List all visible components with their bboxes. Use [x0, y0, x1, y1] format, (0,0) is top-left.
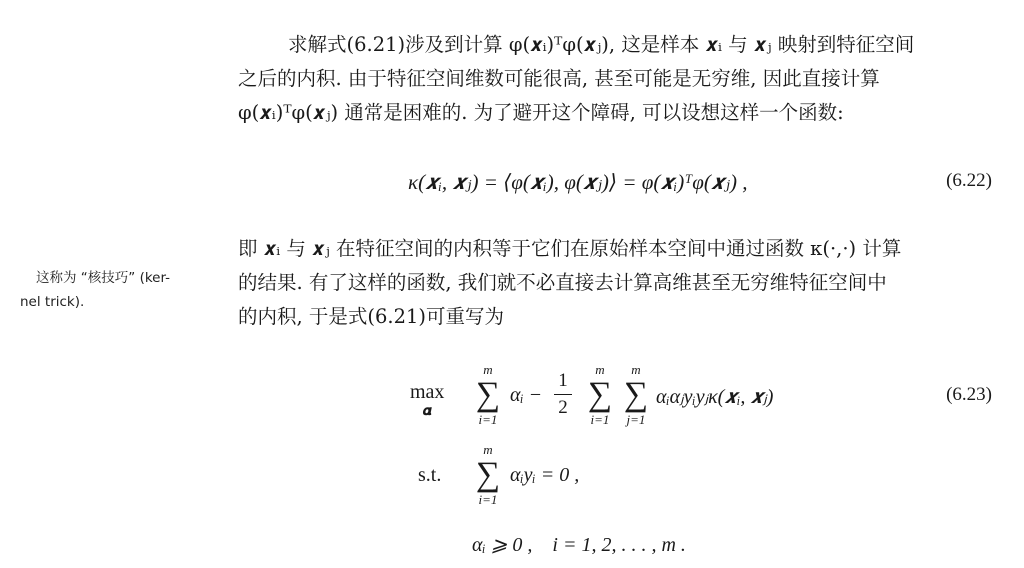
paragraph-1-line-2: 之后的内积. 由于特征空间维数可能很高, 甚至可能是无穷维, 因此直接计算: [238, 67, 880, 90]
sum-i-2-symbol: ∑: [587, 376, 613, 413]
sum-i-2-lower: i=1: [590, 412, 610, 427]
max-subscript: 𝜶: [422, 404, 432, 419]
paragraph-1: [238, 28, 998, 130]
sum-i-1: [470, 362, 506, 428]
max-operator: [410, 382, 444, 422]
paragraph-2: [238, 232, 998, 334]
sum-i-2-upper: m: [595, 362, 605, 377]
equation-6-22-formula: κ(𝒙ᵢ, 𝒙ⱼ) = ⟨φ(𝒙ᵢ), φ(𝒙ⱼ)⟩ = φ(𝒙ᵢ)ᵀφ(𝒙ⱼ) ,: [408, 170, 748, 194]
paragraph-2-line-1: 即 𝒙ᵢ 与 𝒙ⱼ 在特征空间的内积等于它们在原始样本空间中通过函数 κ(·,·) 计算: [238, 237, 902, 260]
fraction-bar: [554, 394, 572, 395]
equation-6-23-number: (6.23): [946, 384, 992, 405]
fraction-numerator: 1: [558, 370, 568, 391]
sum-i-2: [582, 362, 618, 428]
equation-6-22-number: (6.22): [946, 170, 992, 191]
sum-i-1-upper: m: [483, 362, 493, 377]
sum-constraint-lower: i=1: [478, 492, 498, 507]
margin-note-line-2: nel trick).: [20, 294, 85, 310]
term-kernel: αᵢαⱼyᵢyⱼκ(𝒙ᵢ, 𝒙ⱼ): [656, 386, 774, 408]
margin-note: [20, 266, 230, 314]
paragraph-1-line-1: 求解式(6.21)涉及到计算 φ(𝒙ᵢ)ᵀφ(𝒙ⱼ), 这是样本 𝒙ᵢ 与 𝒙ⱼ 映射到特征空间: [288, 33, 915, 56]
sum-j-lower: j=1: [626, 412, 646, 427]
sum-j-upper: m: [631, 362, 641, 377]
paragraph-2-line-3: 的内积, 于是式(6.21)可重写为: [238, 305, 505, 328]
constraint-equality: αᵢyᵢ = 0 ,: [510, 464, 580, 486]
sum-j: [618, 362, 654, 428]
sum-i-1-symbol: ∑: [475, 376, 501, 413]
sum-i-1-lower: i=1: [478, 412, 498, 427]
paragraph-1-line-3: φ(𝒙ᵢ)ᵀφ(𝒙ⱼ) 通常是困难的. 为了避开这个障碍, 可以设想这样一个函数:: [238, 101, 844, 124]
fraction-one-half: [554, 370, 572, 419]
subject-to-label: s.t.: [418, 464, 442, 486]
sum-constraint: [470, 442, 506, 508]
max-label: max: [410, 381, 445, 403]
sum-constraint-symbol: ∑: [475, 456, 501, 493]
term-alpha-minus: αᵢ −: [510, 384, 543, 406]
constraint-nonnegative: αᵢ ⩾ 0 , i = 1, 2, . . . , m .: [472, 534, 686, 556]
sum-j-symbol: ∑: [623, 376, 649, 413]
fraction-denominator: 2: [558, 397, 568, 418]
margin-note-line-1: 这称为 “核技巧” (ker-: [36, 270, 171, 286]
sum-constraint-upper: m: [483, 442, 493, 457]
paragraph-2-line-2: 的结果. 有了这样的函数, 我们就不必直接去计算高维甚至无穷维特征空间中: [238, 271, 887, 294]
